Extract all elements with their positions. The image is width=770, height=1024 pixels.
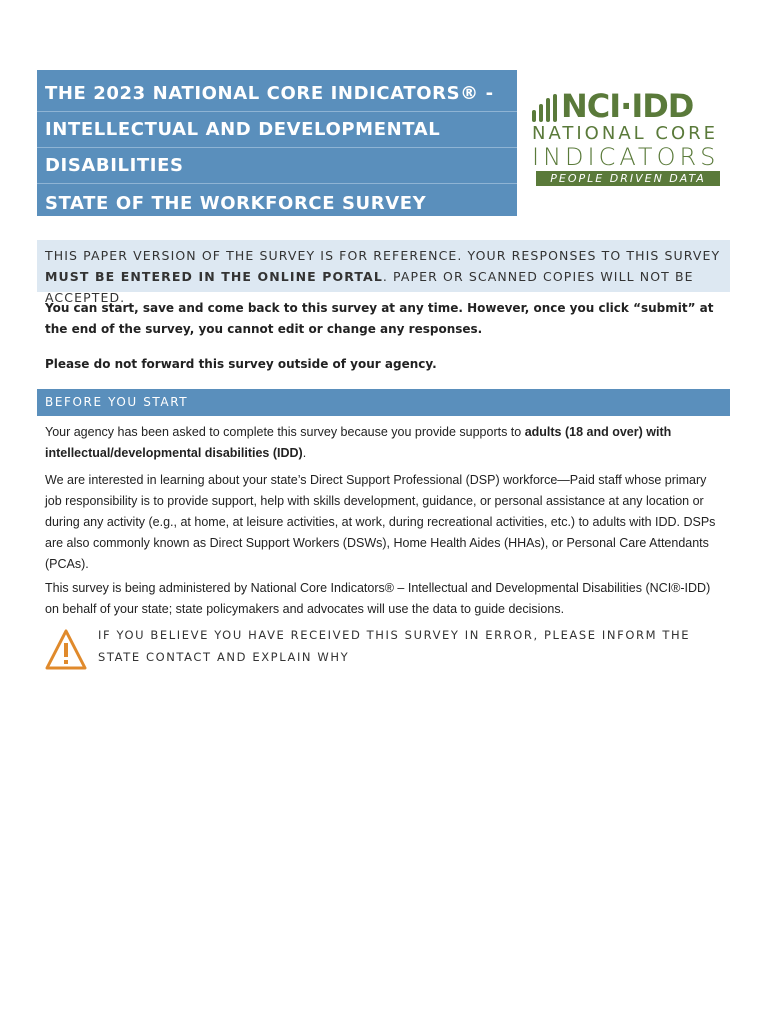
notice-text-part3: . PAPER OR SCANNED COPIES WILL NOT BE ACCEPTED. [45,269,694,305]
logo-people-bars-icon [532,92,557,122]
survey-error-warning: IF YOU BELIEVE YOU HAVE RECEIVED THIS SURVEY IN ERROR, PLEASE INFORM THE STATE CONTACT AND EXPLAIN WHY [98,628,691,664]
survey-title-box [37,70,517,216]
warning-icon [44,628,88,672]
before-you-start-heading: BEFORE YOU START [37,389,730,416]
save-note: You can start, save and come back to this survey at any time. However, once you click “submit” at the end of the survey, you cannot edit or change any responses. [45,301,714,336]
before-start-paragraph-3: This survey is being administered by National Core Indicators® – Intellectual and Developmental Disabilities (NCI®-IDD) on behalf of your state; state policymakers and advocates will use the data to guide decisions. [45,581,711,616]
logo-line-national-core: NATIONAL CORE [532,123,718,144]
notice-text-bold: MUST BE ENTERED IN THE ONLINE PORTAL [45,269,383,284]
title-line-4: STATE OF THE WORKFORCE SURVEY [45,193,427,214]
p1-text: Your agency has been asked to complete this survey because you provide supports to [45,425,525,439]
logo-tagline: PEOPLE DRIVEN DATA [536,171,720,186]
before-start-paragraph-2: We are interested in learning about your state’s Direct Support Professional (DSP) workforce—Paid staff whose primary job responsibility is to provide support, help with skills development, guidance, or personal assistance at any location or during any activity (e.g., at home, at leisure activities, at work, during recreational activities, etc.) to adults with IDD. DSPs are also commonly known as Direct Support Workers (DSWs), Home Health Aides (HHAs), or Personal Care Attendants (PCAs). [45,473,716,571]
forward-note: Please do not forward this survey outside of your agency. [45,357,437,371]
p1-bold-text: adults (18 and over) with intellectual/developmental disabilities (IDD) [45,425,672,460]
title-line-3: DISABILITIES [37,148,517,184]
before-start-paragraph-1 [45,422,725,464]
p1-end: . [302,446,307,460]
logo-wordmark: NCI·IDD [561,87,694,125]
title-line-2: INTELLECTUAL AND DEVELOPMENTAL [37,112,517,148]
nci-idd-logo [532,88,724,188]
title-line-1: THE 2023 NATIONAL CORE INDICATORS® - [37,76,517,112]
notice-text-part1: THIS PAPER VERSION OF THE SURVEY IS FOR REFERENCE. YOUR RESPONSES TO THIS SURVEY [45,248,721,263]
paper-version-notice [37,240,730,305]
logo-line-indicators: INDICATORS [532,143,720,171]
